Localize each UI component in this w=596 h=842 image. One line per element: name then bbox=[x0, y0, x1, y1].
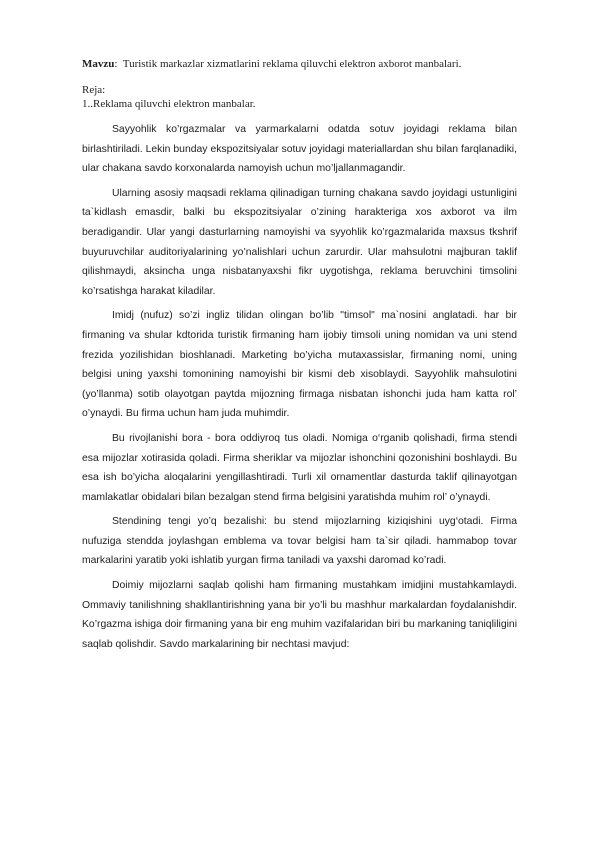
body-text bbox=[82, 120, 517, 659]
plan-item: 1..Reklama qiluvchi elektron manbalar. bbox=[82, 98, 256, 110]
paragraph: Bu rivojlanishi bora - bora oddiyroq tus oladi. Nomiga o‘rganib qolishadi, firma stendi esa mijozlar xotirasida qoladi. Firma sheriklar va mijozlar ishonchini qozonishini boshlaydi. Bu esa ish bo’yicha aloqalarini yengillashtiradi. Turli xil ornamentlar dasturda taklif qilinayotgan mamlakatlar obidalari bilan bezalgan stend firma belgisini yaratishda muhim rol’ o’ynaydi. bbox=[82, 432, 517, 503]
paragraph: Doimiy mijozlarni saqlab qolishi ham firmaning mustahkam imidjini mustahkamlaydi. Ommaviy tanilishning shakllantirishning yana bir yo’li bu mashhur markalardan foydalanishdir. Ko’rgazma ishiga doir firmaning yana bir eng muhim vazifalaridan biri bu markaning taniqliligini saqlab qolishdir. Savdo markalarining bir nechtasi mavjud: bbox=[82, 580, 517, 650]
topic-label: Mavzu bbox=[82, 58, 115, 70]
topic-line: Mavzu: Turistik markazlar xizmatlarini reklama qiluvchi elektron axborot manbalari. bbox=[82, 58, 462, 70]
topic-text: Turistik markazlar xizmatlarini reklama qiluvchi elektron axborot manbalari. bbox=[122, 58, 462, 70]
paragraph: Imidj (nufuz) so’zi ingliz tilidan olingan bo’lib "timsol" ma`nosini anglatadi. har bir firmaning va shular kdtorida turistik firmaning ham ijobiy timsoli uning nomidan va uni stend frezida yozilishidan bioshlanadi. Marketing bo’yicha mutaxassislar, firmaning nomi, uning belgisi uning yaxshi tomonining namoyishi bir kismi deb xisoblaydi. Sayyohlik mahsulotini (yo’llanma) sotib olayotgan paytda mijozning firmaga nisbatan ishonchi juda ham katta rol’ o’ynaydi. Bu firma uchun ham juda muhimdir. bbox=[82, 310, 517, 420]
paragraph: Ularning asosiy maqsadi reklama qilinadigan turning chakana savdo joyidagi ustunligini ta`kidlash emasdir, balki bu ekspozitsiyalar o’zining harakteriga xos axborot va ilm beradigandir. Ular yangi dasturlarning namoyishi va syyohlik ko’rgazmalarida maxsus tkshrif buyuruvchilar auditoriyalarining yo’nalishlari uchun zarurdir. Ular mahsulotni majburan taklif qilishmaydi, aksincha unga nisbatanyaxshi fikr uygotishga, reklama beruvchini timsolini ko’rsatishga harakat kiladilar. bbox=[82, 187, 517, 297]
paragraph: Stendining tengi yo’q bezalishi: bu stend mijozlarning kiziqishini uyg‘otadi. Firma nufuziga stendda joylashgan emblema va tovar belgisi ham ta`sir qiladi. hammabop tovar markalarini yaratib yoki ishlatib yurgan firma taniladi va yaxshi daromad ko’radi. bbox=[82, 516, 517, 567]
paragraph: Sayyohlik ko’rgazmalar va yarmarkalarni odatda sotuv joyidagi reklama bilan birlashtiriladi. Lekin bunday ekspozitsiyalar sotuv joyidagi materiallardan shu bilan farqlanadiki, ular chakana savdo korxonalarda namoyish uchun mo’ljallanmagandir. bbox=[82, 124, 517, 175]
plan-label: Reja: bbox=[82, 84, 106, 96]
